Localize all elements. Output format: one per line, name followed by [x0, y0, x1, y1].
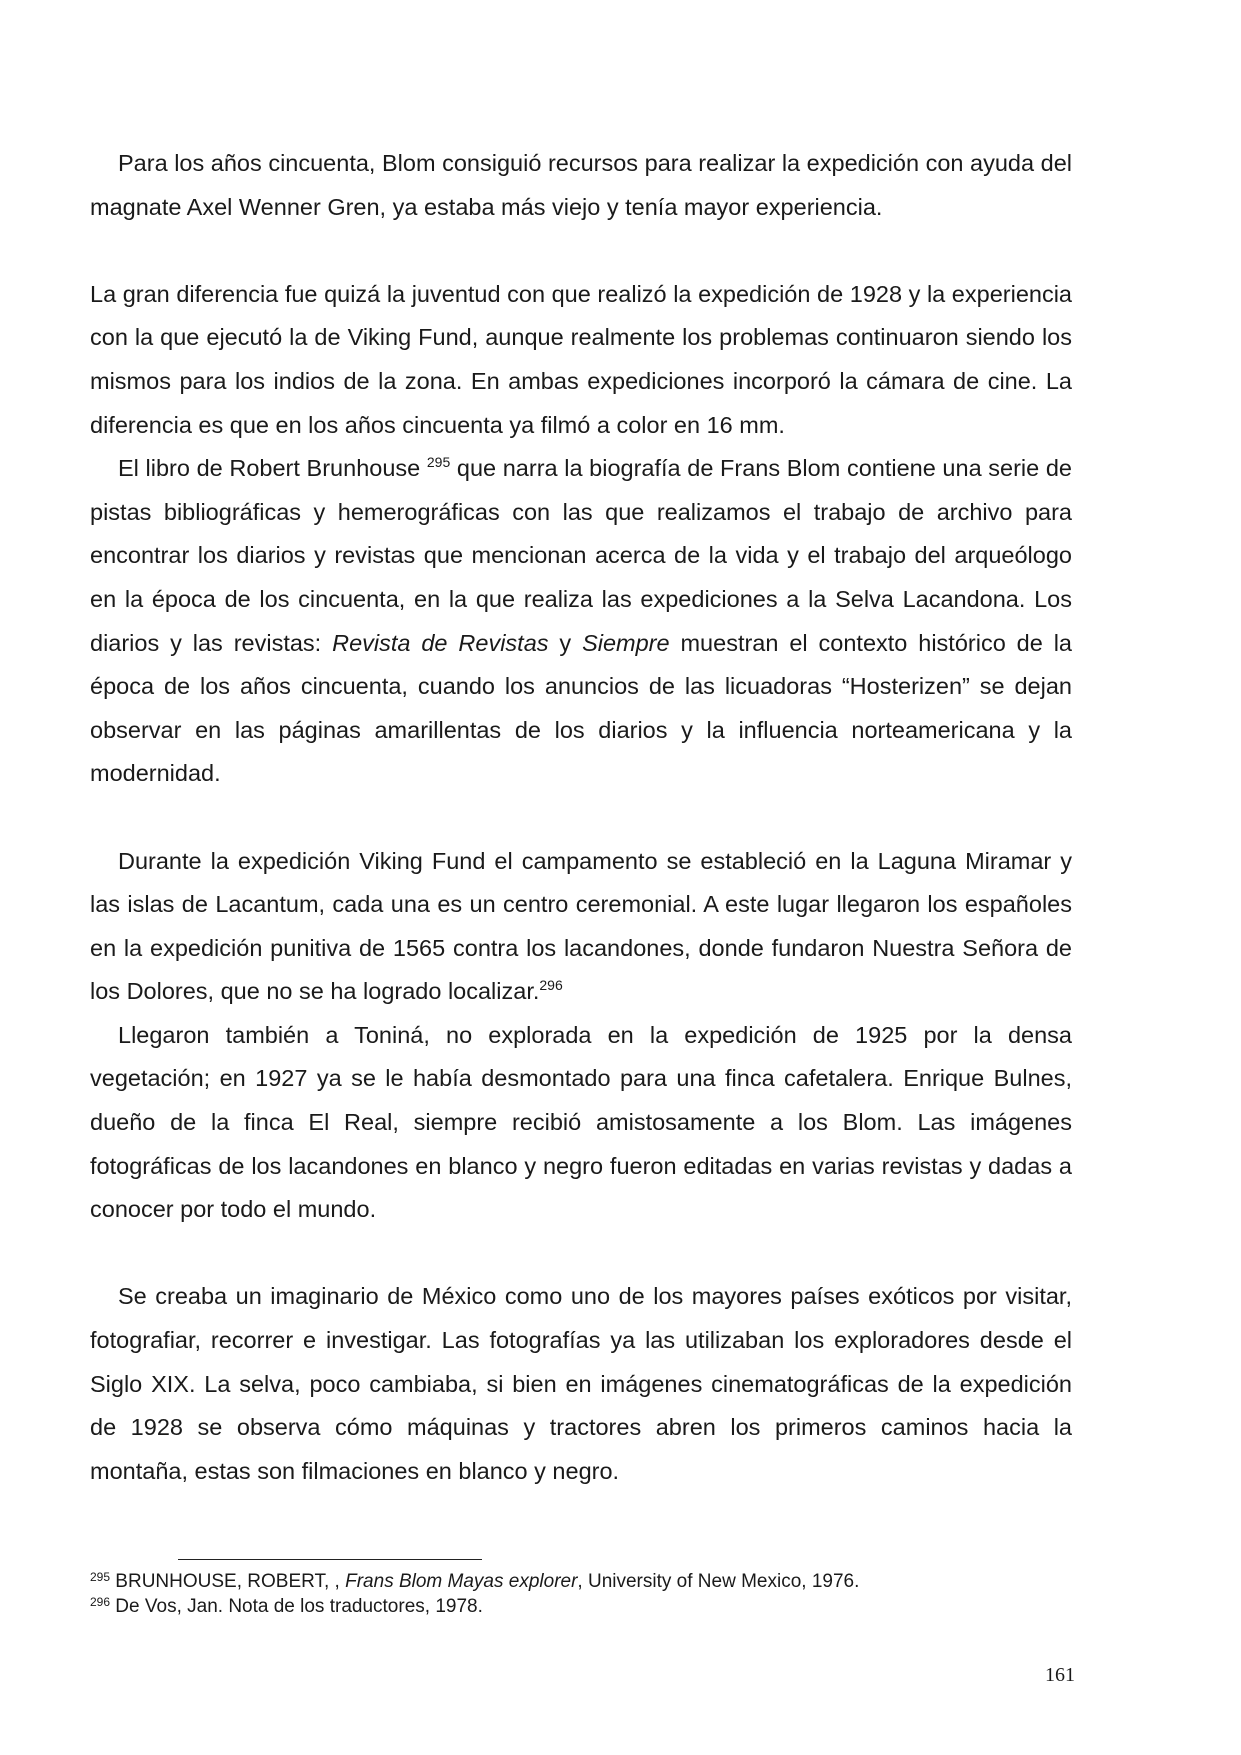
- footnote-295: [90, 1569, 1072, 1594]
- journal-title-revista-de-revistas: Revista de Revistas: [332, 629, 549, 656]
- paragraph-4-text: Durante la expedición Viking Fund el campamento se estableció en la Laguna Miramar y las islas de Lacantum, cada una es un centro ceremonial. A este lugar llegaron los españoles en la expedición punitiva de 1565 contra los lacandones, donde fundaron Nuestra Señora de los Dolores, que no se ha logrado localizar.: [90, 847, 1072, 1005]
- paragraph-4: [90, 840, 1072, 1014]
- footnote-separator: [178, 1559, 482, 1560]
- paragraph-3-conjunction: y: [548, 629, 583, 656]
- paragraph-3-text-a: El libro de Robert Brunhouse: [118, 455, 427, 482]
- paragraph-2: La gran diferencia fue quizá la juventud con que realizó la expedición de 1928 y la experiencia con la que ejecutó la de Viking Fund, aunque realmente los problemas continuaron siendo los mismos para los indios de la zona. En ambas expediciones incorporó la cámara de cine. La diferencia es que en los años cincuenta ya filmó a color en 16 mm.: [90, 280, 1072, 438]
- paragraph-1: Para los años cincuenta, Blom consiguió recursos para realizar la expedición con ayuda del magnate Axel Wenner Gren, ya estaba más viejo y tenía mayor experiencia.: [90, 150, 1072, 220]
- footnote-book-title: Frans Blom Mayas explorer: [345, 1571, 578, 1592]
- footnote-296: [90, 1594, 1072, 1619]
- paragraph-5: Llegaron también a Toniná, no explorada en la expedición de 1925 por la densa vegetación; en 1927 ya se le había desmontado para una finca cafetalera. Enrique Bulnes, dueño de la finca El Real, siempre recibió amistosamente a los Blom. Las imágenes fotográficas de los lacandones en blanco y negro fueron editadas en varias revistas y dadas a conocer por todo el mundo.: [90, 1021, 1072, 1223]
- footnote-number: 296: [90, 1595, 111, 1609]
- journal-title-siempre: Siempre: [582, 629, 670, 656]
- page-number: 161: [1045, 1664, 1075, 1686]
- paragraph-3: [90, 447, 1072, 796]
- footnote-ref-295[interactable]: 295: [426, 454, 451, 471]
- footnote-ref-296[interactable]: 296: [539, 977, 563, 994]
- body-text: [90, 142, 1072, 1493]
- paragraph-6: Se creaba un imaginario de México como uno de los mayores países exóticos por visitar, fotografiar, recorrer e investigar. Las fotografías ya las utilizaban los exploradores desde el Siglo XIX. La selva, poco cambiaba, si bien en imágenes cinematográficas de la expedición de 1928 se observa cómo máquinas y tractores abren los primeros caminos hacia la montaña, estas son filmaciones en blanco y negro.: [90, 1283, 1072, 1484]
- footnote-text: BRUNHOUSE, ROBERT, ,: [110, 1571, 346, 1592]
- footnote-text: De Vos, Jan. Nota de los traductores, 1978.: [110, 1596, 483, 1617]
- paragraph-3-text-c: muestran el contexto histórico de la época de los años cincuenta, cuando los anuncios de las licuadoras “Hosterizen” se dejan observar en las páginas amarillentas de los diarios y la influencia norteamericana y la modernidad.: [90, 629, 1072, 787]
- paragraph-spacer: [90, 1232, 1072, 1276]
- footnote-text: , University of New Mexico, 1976.: [577, 1571, 860, 1592]
- paragraph-3-text-b: que narra la biografía de Frans Blom contiene una serie de pistas bibliográficas y hemerográficas con las que realizamos el trabajo de archivo para encontrar los diarios y revistas que mencionan acerca de la vida y el trabajo del arqueólogo en la época de los cincuenta, en la que realiza las expediciones a la Selva Lacandona. Los diarios y las revistas:: [90, 455, 1073, 656]
- footnotes: [90, 1569, 1072, 1619]
- footnote-number: 295: [90, 1570, 111, 1584]
- paragraph-spacer: [90, 796, 1072, 840]
- paragraph-spacer: [90, 229, 1072, 273]
